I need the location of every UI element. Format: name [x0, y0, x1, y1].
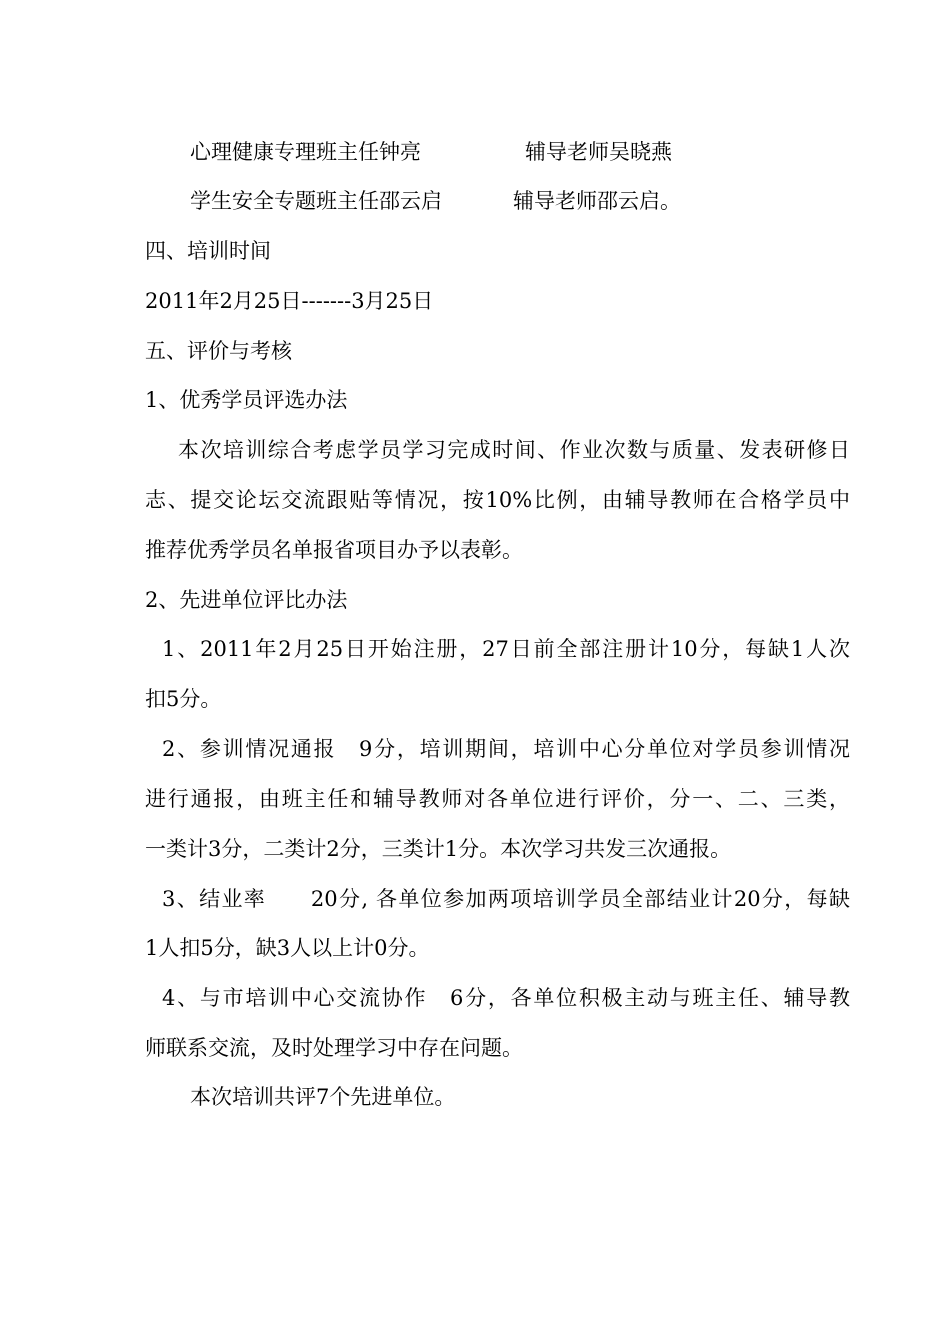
section-5-heading: 五、评价与考核	[145, 339, 292, 363]
item-4-line-2: 师联系交流，及时处理学习中存在问题。	[145, 1036, 523, 1060]
staff-safety-head-teacher: 学生安全专题班主任邵云启	[190, 189, 442, 213]
item-3-line-1: 3、结业率 20分, 各单位参加两项培训学员全部结业计20分，每缺	[162, 887, 850, 911]
section-4-heading: 四、培训时间	[145, 239, 271, 263]
training-dates: 2011年2月25日-------3月25日	[145, 289, 434, 313]
item-2-line-1: 2、参训情况通报 9分，培训期间，培训中心分单位对学员参训情况	[162, 737, 850, 761]
staff-line-psych	[190, 137, 750, 167]
item-1-line-2: 扣5分。	[145, 687, 222, 711]
sub-1-para-line-1: 本次培训综合考虑学员学习完成时间、作业次数与质量、发表研修日	[178, 438, 850, 462]
staff-psych-tutor: 辅导老师吴晓燕	[525, 140, 672, 164]
staff-safety-tutor: 辅导老师邵云启。	[513, 189, 681, 213]
item-3-line-2: 1人扣5分，缺3人以上计0分。	[145, 936, 430, 960]
sub-1-heading: 1、优秀学员评选办法	[145, 388, 348, 412]
item-2-line-2: 进行通报，由班主任和辅导教师对各单位进行评价，分一、二、三类，	[145, 787, 850, 811]
item-2-line-3: 一类计3分，二类计2分，三类计1分。本次学习共发三次通报。	[145, 837, 732, 861]
sub-2-heading: 2、先进单位评比办法	[145, 588, 348, 612]
staff-line-safety	[190, 186, 750, 216]
item-1-line-1: 1、2011年2月25日开始注册，27日前全部注册计10分，每缺1人次	[162, 637, 850, 661]
sub-1-para-line-3: 推荐优秀学员名单报省项目办予以表彰。	[145, 538, 523, 562]
closing-sentence: 本次培训共评7个先进单位。	[190, 1085, 456, 1109]
sub-1-para-line-2: 志、提交论坛交流跟贴等情况，按10%比例，由辅导教师在合格学员中	[145, 488, 850, 512]
item-4-line-1: 4、与市培训中心交流协作 6分，各单位积极主动与班主任、辅导教	[162, 986, 850, 1010]
staff-psych-head-teacher: 心理健康专理班主任钟亮	[190, 140, 421, 164]
